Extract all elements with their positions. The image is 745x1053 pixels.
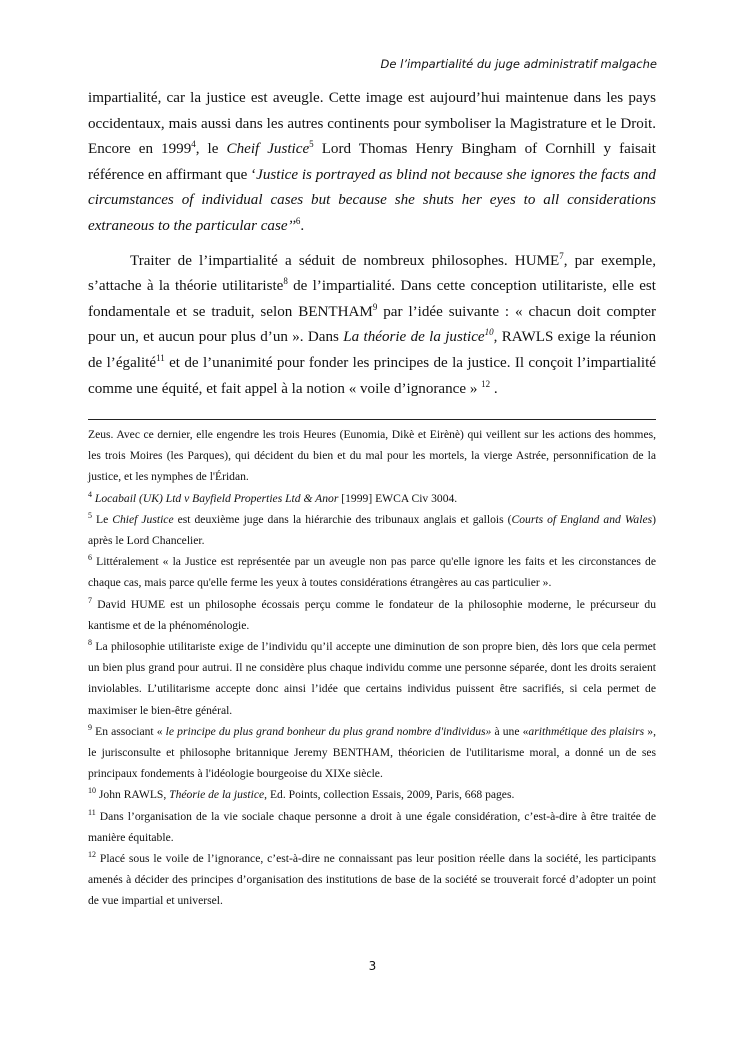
footnote-number: 10 — [88, 786, 96, 796]
footnote-6 — [88, 551, 656, 593]
page-number: 3 — [368, 959, 377, 973]
running-header: De l’impartialité du juge administratif malgache — [380, 57, 657, 71]
footnote-8 — [88, 636, 656, 721]
text-run: [1999] EWCA Civ 3004. — [338, 491, 458, 505]
text-run: Le — [92, 512, 113, 526]
footnote-ref-9[interactable]: 9 — [372, 301, 378, 312]
footnote-number: 11 — [88, 807, 96, 817]
italic-term: Courts of England and Wales — [511, 512, 653, 526]
text-run: et de l’unanimité pour fonder les principes de la justice. Il conçoit l’impartialité comme une équité, et fait appel à la notion « voile d’ignorance » — [88, 354, 657, 397]
text-run: à une « — [491, 724, 529, 738]
footnote-number: 8 — [88, 638, 92, 648]
footnote-number: 12 — [88, 850, 96, 860]
text-run: est deuxième juge dans la hiérarchie des tribunaux anglais et gallois ( — [173, 512, 512, 526]
footnote-5 — [88, 509, 656, 551]
footnotes — [88, 424, 656, 912]
italic-term: Chief Justice — [112, 512, 174, 526]
text-run: Placé sous le voile de l’ignorance, c’est-à-dire ne connaissant pas leur position réelle dans la société, les participants amenés à décider des principes d’organisation des institutions de base de la société se trouverait forcé d’adopter un point de vue impartial et universel. — [88, 852, 656, 908]
text-run: . — [300, 217, 305, 234]
text-run: En associant « — [92, 724, 166, 738]
footnote-ref-8[interactable]: 8 — [283, 276, 288, 287]
text-run: , le — [195, 141, 227, 158]
text-run: Dans l’organisation de la vie sociale chaque personne a droit à une égale considération, c’est-à-dire à être traitée de manière équitable. — [88, 809, 656, 844]
footnote-ref-7[interactable]: 7 — [559, 250, 564, 261]
footnote-11 — [88, 806, 656, 848]
italic-term: arithmétique des plaisirs — [528, 724, 645, 738]
footnote-12 — [88, 848, 656, 912]
footnote-number: 6 — [88, 553, 92, 563]
italic-term: le principe du plus grand bonheur du plus grand nombre d'individus» — [165, 724, 492, 738]
book-title: La théorie de la justice — [343, 329, 485, 346]
main-text — [88, 86, 656, 402]
text-run: impartialité, car la justice est aveugle. Cette image est aujourd’hui maintenue dans les pays occidentaux, mais aussi dans les autres continents pour symboliser la Magistrature et le Droit. Encore en 1999 — [88, 90, 656, 158]
text-run: . — [490, 380, 498, 397]
case-name: Locabail (UK) Ltd v Bayfield Properties Ltd & Anor — [94, 491, 339, 505]
text-run: ) après le Lord Chancelier. — [88, 512, 656, 548]
footnote-number: 7 — [88, 595, 92, 605]
footnote-9 — [88, 721, 656, 785]
footnote-ref-6[interactable]: 6 — [295, 215, 301, 226]
text-run: Traiter de l’impartialité a séduit de nombreux philosophes. HUME — [130, 252, 560, 269]
footnote-ref-12[interactable]: 12 — [481, 378, 491, 389]
footnote-ref-10-number: 10 — [484, 327, 494, 338]
text-run: John RAWLS, — [96, 788, 170, 802]
paragraph-2 — [88, 249, 656, 403]
footnote-ref-5[interactable]: 5 — [309, 139, 314, 150]
footnote-continuation: Zeus. Avec ce dernier, elle engendre les trois Heures (Eunomia, Dikè et Eirènè) qui veillent sur les actions des hommes, les trois Moires (les Parques), qui décident du bien et du mal pour les mortels, la vierge Astrée, personnification de la justice, et les nymphes de l'Éridan. — [88, 428, 656, 484]
text-run: Lord Thomas Henry Bingham of Cornhill y faisait référence en affirmant que ‘ — [88, 141, 657, 183]
text-run: Littéralement « la Justice est représentée par un aveugle non pas parce qu'elle ignore les faits et les circonstances de chaque cas, mais parce qu'elle ferme les yeux à toutes considérations étrangères au cas particulier ». — [88, 555, 656, 590]
text-run: , RAWLS exige la réunion de l’égalité — [88, 329, 657, 371]
footnote-ref-11[interactable]: 11 — [156, 352, 165, 363]
quotation: Justice is portrayed as blind not because she ignores the facts and circumstances of individual cases but because she shuts her eyes to all considerations extraneous to the particular case’’ — [88, 166, 656, 234]
text-run: , Ed. Points, collection Essais, 2009, Paris, 668 pages. — [264, 788, 515, 802]
footnote-separator — [88, 419, 656, 420]
footnote-number: 5 — [88, 510, 92, 520]
italic-term: Cheif Justice — [226, 141, 310, 158]
text-run: », le jurisconsulte et philosophe britannique Jeremy BENTHAM, théoricien de l'utilitarisme moral, a donné un de ses principaux fondements à l'idéologie bourgeoise du XIXe siècle. — [88, 724, 656, 781]
text-run: La philosophie utilitariste exige de l’individu qu’il accepte une diminution de son propre bien, dès lors que cela permet un bien plus grand pour autrui. Il ne considère plus chaque individu comme une personne séparée, dont les droits seraient inviolables. L’utilitarisme accepte donc ainsi l’idée que certains individus puissent être sacrifiés, si cela permet de maximiser le bien-être général. — [88, 640, 656, 717]
footnote-number: 9 — [88, 722, 92, 732]
text-run: par l’idée suivante : « chacun doit compter pour un, et aucun pour plus d’un ». Dans — [88, 303, 656, 346]
text-run: , par exemple, s’attache à la théorie utilitariste — [88, 252, 656, 295]
footnote-7 — [88, 594, 656, 636]
footnote-ref-4[interactable]: 4 — [191, 139, 196, 150]
footnote-number: 4 — [88, 489, 92, 499]
footnote-ref-10[interactable] — [485, 327, 494, 337]
footnote-10 — [88, 784, 656, 805]
footnote-4 — [88, 488, 656, 509]
book-title: Théorie de la justice — [169, 788, 265, 802]
text-run: David HUME est un philosophe écossais perçu comme le fondateur de la philosophie moderne, le précurseur du kantisme et de la phénoménologie. — [88, 597, 656, 632]
paragraph-1 — [88, 86, 656, 240]
text-run: de l’impartialité. Dans cette conception utilitariste, elle est fondamentale et se traduit, selon BENTHAM — [88, 278, 656, 320]
